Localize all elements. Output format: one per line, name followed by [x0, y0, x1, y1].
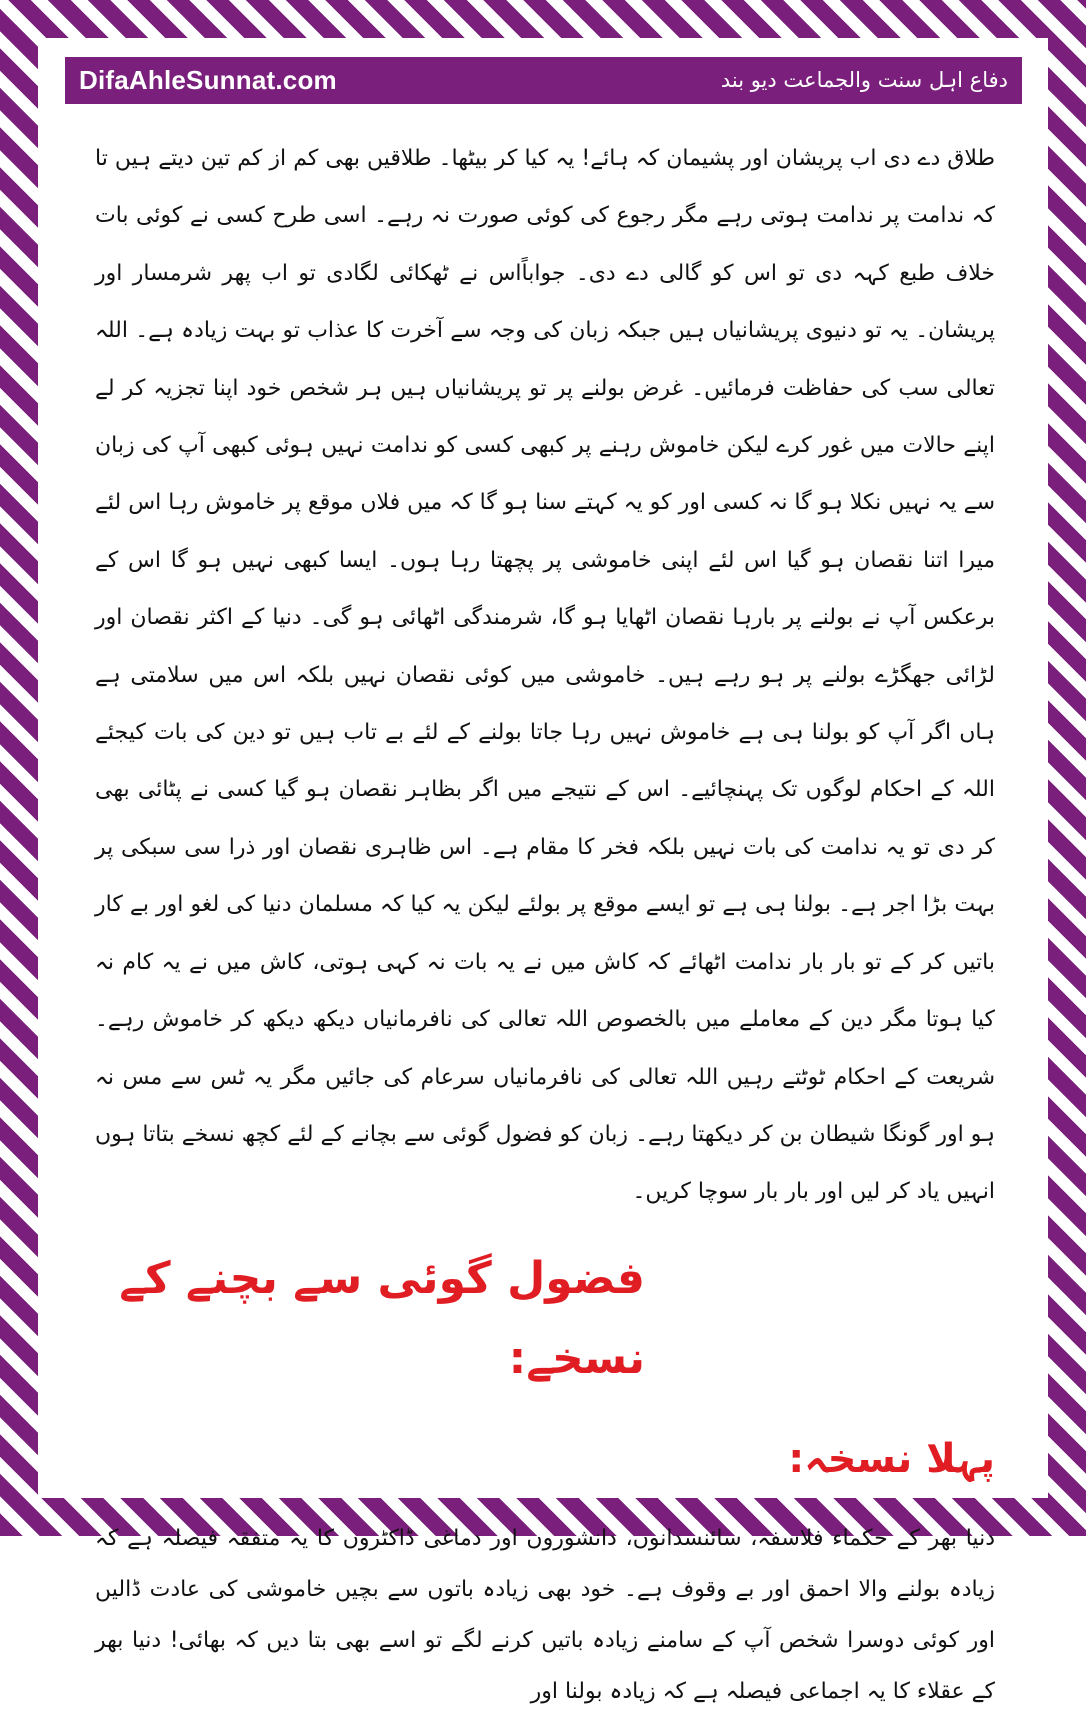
site-title-urdu: دفاع اہل سنت والجماعت دیو بند [720, 68, 1008, 92]
article-body [95, 130, 995, 1717]
paragraph-1: طلاق دے دی اب پریشان اور پشیمان کہ ہائے! یہ کیا کر بیٹھا۔ طلاقیں بھی کم از کم تین دیتے ہیں تا کہ ندامت پر ندامت ہوتی رہے مگر رجوع کی کوئی صورت نہ رہے۔ اسی طرح کسی نے کوئی بات خلاف طبع کہہ دی تو اس کو گالی دے دی۔ جواباًاس نے ٹھکائی لگادی تو اب پھر شرمسار اور پریشان۔ یہ تو دنیوی پریشانیاں ہیں جبکہ زبان کی وجہ سے آخرت کا عذاب تو بہت زیادہ ہے۔ اللہ تعالی سب کی حفاظت فرمائیں۔ غرض بولنے پر تو پریشانیاں ہیں ہر شخص خود اپنا تجزیہ کر لے اپنے حالات میں غور کرے لیکن خاموش رہنے پر کبھی کسی کو ندامت نہیں ہوئی کبھی آپ کی زبان سے یہ نہیں نکلا ہو گا نہ کسی اور کو یہ کہتے سنا ہو گا کہ میں فلاں موقع پر خاموش رہا اس لئے میرا اتنا نقصان ہو گیا اس لئے اپنی خاموشی پر پچھتا رہا ہوں۔ ایسا کبھی نہیں ہو گا اس کے برعکس آپ نے بولنے پر بارہا نقصان اٹھایا ہو گا، شرمندگی اٹھائی ہو گی۔ دنیا کے اکثر نقصان اور لڑائی جھگڑے بولنے پر ہو رہے ہیں۔ خاموشی میں کوئی نقصان نہیں بلکہ اس میں سلامتی ہے ہاں اگر آپ کو بولنا ہی ہے خاموش نہیں رہا جاتا بولنے کے لئے بے تاب ہیں تو دین کی بات کیجئے اللہ کے احکام لوگوں تک پہنچائیے۔ اس کے نتیجے میں اگر بظاہر نقصان ہو گیا کسی نے پٹائی بھی کر دی تو یہ ندامت کی بات نہیں بلکہ فخر کا مقام ہے۔ اس ظاہری نقصان اور ذرا سی سبکی پر بہت بڑا اجر ہے۔ بولنا ہی ہے تو ایسے موقع پر بولئے لیکن یہ کیا کہ مسلمان دنیا کی لغو اور بے کار باتیں کر کے تو بار بار ندامت اٹھائے کہ کاش میں نے یہ بات نہ کہی ہوتی، کاش میں نے یہ کام نہ کیا ہوتا مگر دین کے معاملے میں بالخصوص اللہ تعالی کی نافرمانیاں دیکھ دیکھ کر خاموش رہے۔ شریعت کے احکام ٹوٹتے رہیں اللہ تعالی کی نافرمانیاں سرعام کی جائیں مگر یہ ٹس سے مس نہ ہو اور گونگا شیطان بن کر دیکھتا رہے۔ زبان کو فضول گوئی سے بچانے کے لئے کچھ نسخے بتاتا ہوں انہیں یاد کر لیں اور بار بار سوچا کریں۔ [95, 146, 995, 1205]
header-bar [65, 57, 1022, 104]
section-heading: فضول گوئی سے بچنے کے نسخے: [119, 1252, 645, 1384]
site-url[interactable]: DifaAhleSunnat.com [79, 65, 337, 95]
paragraph-2: دنیا بھر کے حکماء فلاسفہ، سائنسدانوں، دانشوروں اور دماغی ڈاکٹروں کا یہ متفقہ فیصلہ ہے کہ زیادہ بولنے والا احمق اور بے وقوف ہے۔ خود بھی زیادہ باتوں سے بچیں خاموشی کی عادت ڈالیں اور کوئی دوسرا شخص آپ کے سامنے زیادہ باتیں کرنے لگے تو اسے بھی بتا دیں کہ بھائی! دنیا بھر کے عقلاء کا یہ اجماعی فیصلہ ہے کہ زیادہ بولنا اور [95, 1525, 995, 1704]
subsection-heading: پہلا نسخہ: [788, 1435, 995, 1482]
